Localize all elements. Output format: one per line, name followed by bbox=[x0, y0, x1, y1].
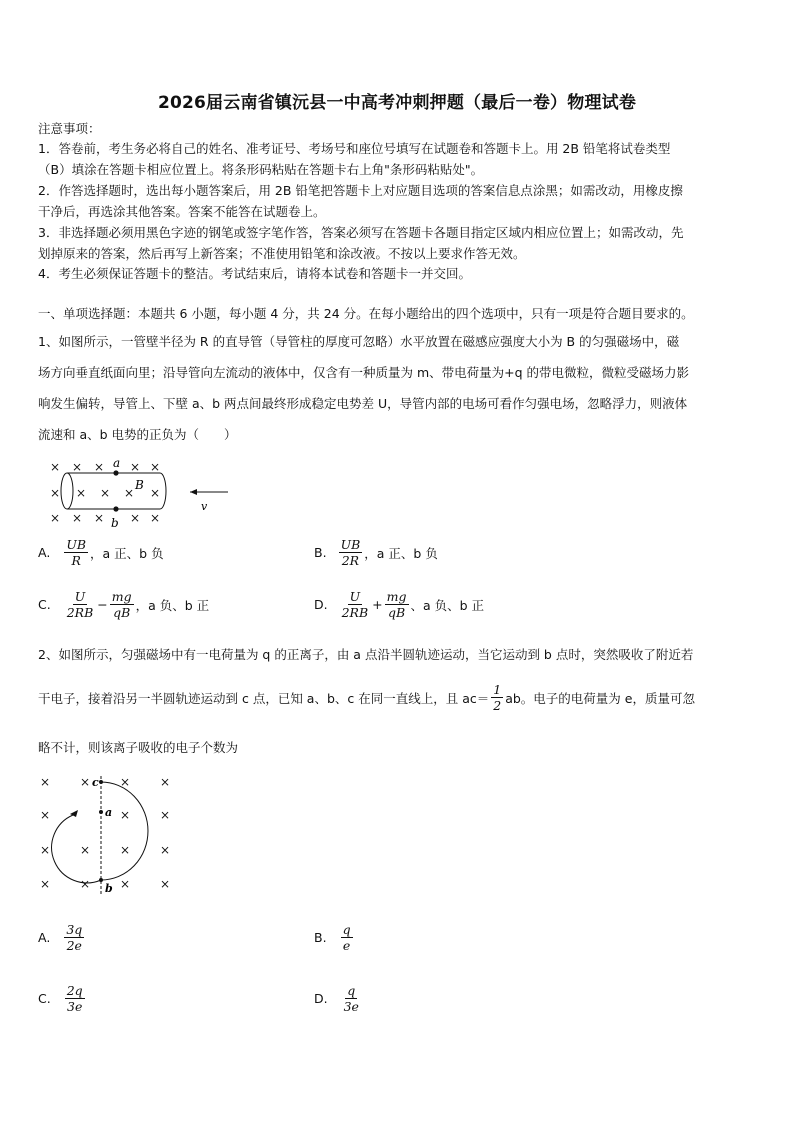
svg-text:×: × bbox=[160, 808, 171, 822]
notice-line: 干净后，再选涂其他答案。答案不能答在试题卷上。 bbox=[38, 204, 326, 219]
q2-figure bbox=[36, 768, 186, 898]
fraction: $\frac{2q}{3e}$ bbox=[66, 983, 83, 1014]
svg-text:×: × bbox=[80, 843, 91, 857]
section-heading: 一、单项选择题：本题共 6 小题，每小题 4 分，共 24 分。在每小题给出的四个选项中，只有一项是符合题目要求的。 bbox=[38, 306, 694, 321]
fraction: $\frac{3q}{2e}$ bbox=[66, 922, 83, 953]
cross: × bbox=[72, 460, 83, 474]
svg-text:×: × bbox=[40, 808, 51, 822]
notice-line: 3．非选择题必须用黑色字迹的钢笔或签字笔作答，答案必须写在答题卡各题目指定区域内相应位置上；如需改动，先 bbox=[38, 225, 684, 240]
point-a bbox=[113, 470, 118, 475]
svg-text:×: × bbox=[160, 877, 171, 891]
q1-figure bbox=[40, 452, 240, 532]
q1-line: 响发生偏转，导管上、下壁 a、b 两点间最终形成稳定电势差 U，导管内部的电场可看作匀强电场，忽略浮力，则液体 bbox=[38, 396, 688, 411]
svg-text:×: × bbox=[120, 877, 131, 891]
label-c: c bbox=[92, 776, 99, 789]
fraction: $\frac{mg}{qB}$ bbox=[386, 589, 407, 620]
notice-line: 1．答卷前，考生务必将自己的姓名、准考证号、考场号和座位号填写在试题卷和答题卡上。用 2B 铅笔将试卷类型 bbox=[38, 141, 671, 156]
field-crosses bbox=[50, 460, 160, 525]
cross: × bbox=[50, 511, 61, 525]
point-a bbox=[99, 810, 103, 814]
notice-line: （B）填涂在答题卡相应位置上。将条形码粘贴在答题卡右上角"条形码粘贴处"。 bbox=[38, 162, 484, 177]
cross: × bbox=[50, 460, 61, 474]
svg-text:×: × bbox=[40, 877, 51, 891]
notice-line: 4．考生必须保证答题卡的整洁。考试结束后，请将本试卷和答题卡一并交回。 bbox=[38, 266, 471, 281]
q1-option-a[interactable]: A. $\frac{UB}{R}$ ，a 正、b 负 bbox=[38, 537, 164, 568]
q1-option-b[interactable]: B. $\frac{UB}{2R}$ ，a 正、b 负 bbox=[314, 537, 438, 568]
svg-text:×: × bbox=[160, 843, 171, 857]
arrow-head-icon bbox=[190, 489, 197, 495]
label-B: B bbox=[135, 478, 144, 492]
cross: × bbox=[124, 486, 135, 500]
q2-option-a[interactable]: A. $\frac{3q}{2e}$ bbox=[38, 922, 83, 953]
q1-option-c[interactable]: C. $\frac{U}{2RB}$ − $\frac{mg}{qB}$ ，a 负、b 正 bbox=[38, 589, 210, 620]
cross: × bbox=[130, 511, 141, 525]
label-a: a bbox=[113, 456, 121, 470]
page-title: 2026届云南省镇沅县一中高考冲刺押题（最后一卷）物理试卷 bbox=[157, 93, 637, 113]
cross: × bbox=[94, 511, 105, 525]
fraction: $\frac{q}{e}$ bbox=[342, 922, 351, 953]
q2-option-d[interactable]: D. $\frac{q}{3e}$ bbox=[314, 983, 359, 1014]
q2-option-c[interactable]: C. $\frac{2q}{3e}$ bbox=[38, 983, 83, 1014]
q1-line: 1、如图所示，一管壁半径为 R 的直导管（导管柱的厚度可忽略）水平放置在磁感应强度大小为 B 的匀强磁场中，磁 bbox=[38, 334, 680, 349]
fraction: $\frac{1}{2}$ bbox=[493, 682, 502, 713]
cross: × bbox=[150, 511, 161, 525]
point-b bbox=[99, 878, 103, 882]
cross: × bbox=[130, 460, 141, 474]
fraction: $\frac{U}{2RB}$ bbox=[66, 589, 94, 620]
point-b bbox=[113, 506, 118, 511]
field-crosses bbox=[40, 775, 170, 891]
cross: × bbox=[100, 486, 111, 500]
svg-text:×: × bbox=[120, 775, 131, 789]
fraction: $\frac{q}{3e}$ bbox=[343, 983, 359, 1014]
svg-text:×: × bbox=[120, 808, 131, 822]
label-a: a bbox=[105, 806, 113, 819]
cross: × bbox=[150, 486, 161, 500]
label-v: v bbox=[201, 500, 208, 513]
label-b: b bbox=[111, 516, 119, 530]
cross: × bbox=[72, 511, 83, 525]
svg-text:×: × bbox=[40, 775, 51, 789]
svg-text:×: × bbox=[160, 775, 171, 789]
svg-text:×: × bbox=[40, 843, 51, 857]
svg-text:×: × bbox=[80, 877, 91, 891]
notice-line: 2．作答选择题时，选出每小题答案后，用 2B 铅笔把答题卡上对应题目选项的答案信息点涂黑；如需改动，用橡皮擦 bbox=[38, 183, 683, 198]
fraction: $\frac{U}{2RB}$ bbox=[341, 589, 369, 620]
q2-option-b[interactable]: B. $\frac{q}{e}$ bbox=[314, 922, 351, 953]
q2-line: 略不计，则该离子吸收的电子个数为 bbox=[38, 740, 239, 755]
q1-option-d[interactable]: D. $\frac{U}{2RB}$ + $\frac{mg}{qB}$ 、a 负、b 正 bbox=[314, 589, 485, 620]
q2-line: 2、如图所示，匀强磁场中有一电荷量为 q 的正离子，由 a 点沿半圆轨迹运动，当它运动到 b 点时，突然吸收了附近若 bbox=[38, 647, 694, 662]
fraction: $\frac{mg}{qB}$ bbox=[111, 589, 132, 620]
trajectory bbox=[52, 782, 148, 883]
label-b: b bbox=[105, 882, 113, 895]
notice-line: 划掉原来的答案，然后再写上新答案；不准使用铅笔和涂改液。不按以上要求作答无效。 bbox=[38, 246, 526, 261]
cross: × bbox=[94, 460, 105, 474]
q1-line: 流速和 a、b 电势的正负为（ ） bbox=[38, 427, 237, 442]
cross: × bbox=[76, 486, 87, 500]
fraction: $\frac{UB}{2R}$ bbox=[340, 537, 361, 568]
point-c bbox=[99, 780, 103, 784]
cross: × bbox=[150, 460, 161, 474]
svg-text:×: × bbox=[80, 775, 91, 789]
cross: × bbox=[50, 486, 61, 500]
fraction: $\frac{UB}{R}$ bbox=[66, 537, 87, 568]
notice-heading: 注意事项： bbox=[38, 121, 101, 136]
q2-line: 干电子，接着沿另一半圆轨迹运动到 c 点，已知 a、b、c 在同一直线上，且 ac＝ $\frac{1}{2}$ ab。电子的电荷量为 e，质量可忽 bbox=[38, 682, 695, 713]
q1-line: 场方向垂直纸面向里；沿导管向左流动的液体中，仅含有一种质量为 m、带电荷量为+q 的带电微粒，微粒受磁场力影 bbox=[38, 365, 690, 380]
svg-text:×: × bbox=[120, 843, 131, 857]
